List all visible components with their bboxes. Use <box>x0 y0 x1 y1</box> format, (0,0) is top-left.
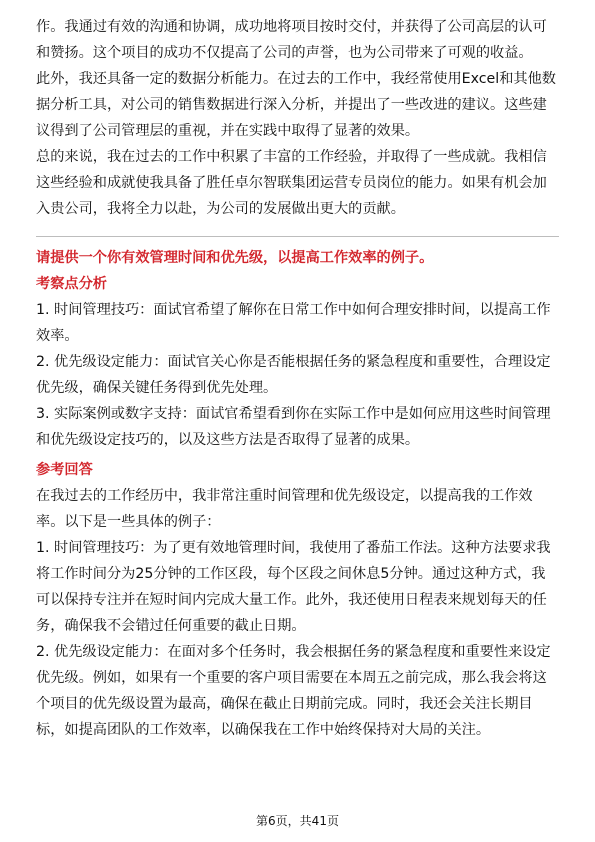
answer-heading: 参考回答 <box>36 462 93 478</box>
answer-paragraph-1: 在我过去的工作经历中，我非常注重时间管理和优先级设定，以提高我的工作效率。以下是一些具体的例子： <box>36 488 533 530</box>
intro-paragraph-1: 作。我通过有效的沟通和协调，成功地将项目按时交付，并获得了公司高层的认可和赞扬。这个项目的成功不仅提高了公司的声誉，也为公司带来了可观的收益。 <box>36 19 547 61</box>
intro-paragraph-2: 此外，我还具备一定的数据分析能力。在过去的工作中，我经常使用Excel和其他数据分析工具，对公司的销售数据进行深入分析，并提出了一些改进的建议。这些建议得到了公司管理层的重视，并在实践中取得了显著的效果。 <box>36 71 556 139</box>
answer-paragraph-2: 1. 时间管理技巧：为了更有效地管理时间，我使用了番茄工作法。这种方法要求我将工作时间分为25分钟的工作区段，每个区段之间休息5分钟。通过这种方式，我可以保持专注并在短时间内完成大量工作。此外，我还使用日程表来规划每天的任务，确保我不会错过任何重要的截止日期。 <box>36 540 551 634</box>
analysis-item-2: 2. 优先级设定能力：面试官关心你是否能根据任务的紧急程度和重要性，合理设定优先级，确保关键任务得到优先处理。 <box>36 354 551 396</box>
page-number-footer: 第6页，共41页 <box>256 814 339 828</box>
analysis-item-1: 1. 时间管理技巧：面试官希望了解你在日常工作中如何合理安排时间，以提高工作效率。 <box>36 302 551 344</box>
intro-paragraph-3: 总的来说，我在过去的工作中积累了丰富的工作经验，并取得了一些成就。我相信这些经验和成就使我具备了胜任卓尔智联集团运营专员岗位的能力。如果有机会加入贵公司，我将全力以赴，为公司的发展做出更大的贡献。 <box>36 149 547 217</box>
answer-paragraph-3: 2. 优先级设定能力：在面对多个任务时，我会根据任务的紧急程度和重要性来设定优先级。例如，如果有一个重要的客户项目需要在本周五之前完成，那么我会将这个项目的优先级设置为最高，确保在截止日期前完成。同时，我还会关注长期目标，如提高团队的工作效率，以确保我在工作中始终保持对大局的关注。 <box>36 644 551 738</box>
analysis-item-3: 3. 实际案例或数字支持：面试官希望看到你在实际工作中是如何应用这些时间管理和优先级设定技巧的，以及这些方法是否取得了显著的成果。 <box>36 406 551 448</box>
section-divider <box>36 236 559 237</box>
analysis-heading: 考察点分析 <box>36 276 107 292</box>
page-content <box>36 14 559 743</box>
interview-question: 请提供一个你有效管理时间和优先级，以提高工作效率的例子。 <box>36 250 434 266</box>
